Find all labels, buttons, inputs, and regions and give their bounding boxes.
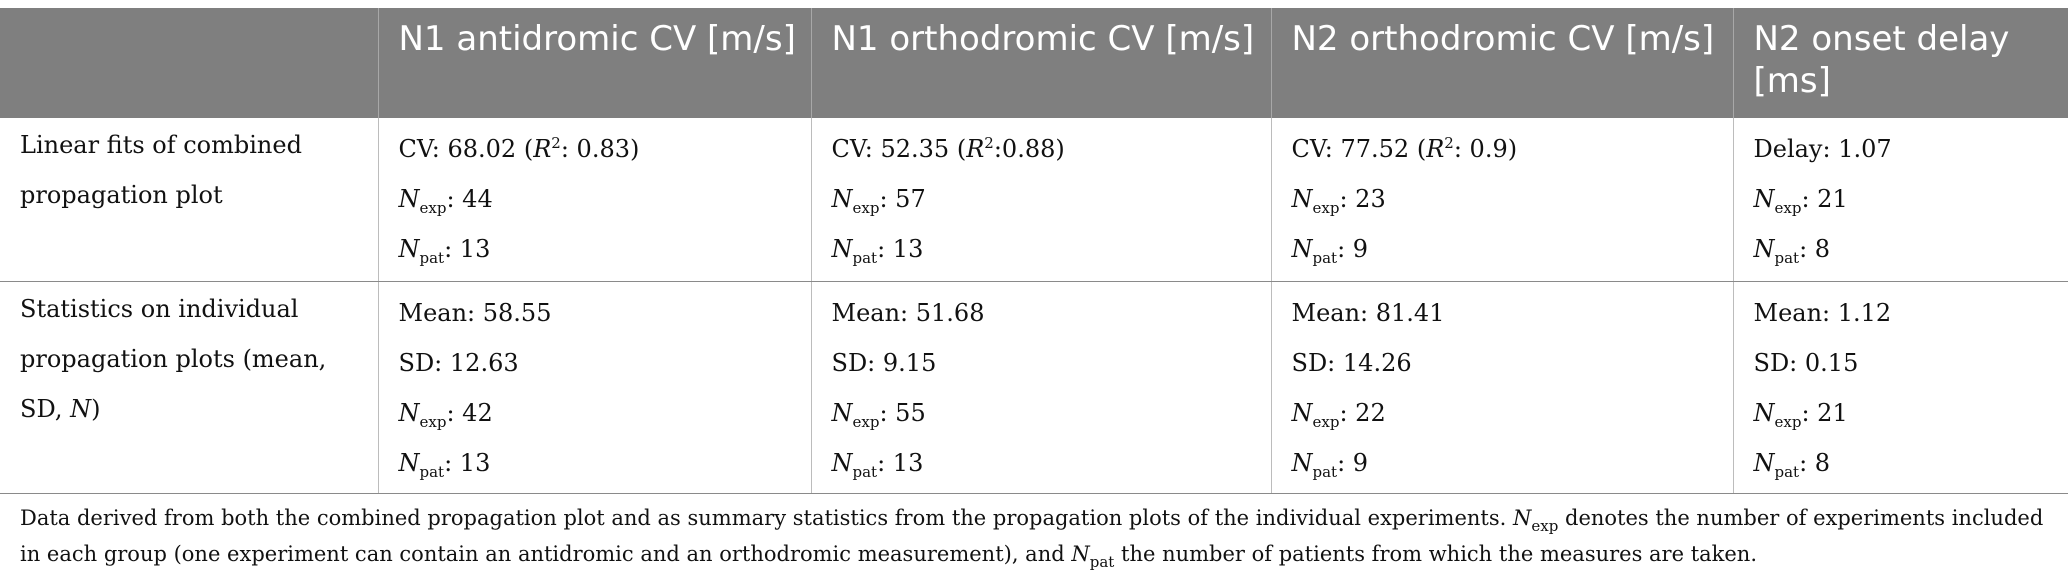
table-caption: Data derived from both the combined propagation plot and as summary statistics from the propagation plots of the individual experiments. $N_{exp}$ denotes the number of experiments included in each group (one experiment can contain an antidromic and an orthodromic measurement), and $N_{pat}$ the number of patients from which the measures are taken. xyxy=(20,506,2044,571)
row-label: Linear fits of combined propagation plot xyxy=(20,131,302,209)
mean-value: Mean: 58.55 xyxy=(398,298,552,327)
header-cell-empty xyxy=(0,8,378,118)
mean-value: Mean: 1.12 xyxy=(1753,298,1892,327)
cv-value: CV: 52.35 $(R^2:0.88)$ xyxy=(831,134,1065,163)
n-pat-value: $N_{pat}$: 8 xyxy=(1753,448,1831,481)
header-n2-onset-delay: N2 onset delay [ms] xyxy=(1733,8,2068,118)
n-exp-value: $N_{exp}$: 21 xyxy=(1753,398,1848,431)
table-cell xyxy=(378,118,811,281)
table-row-statistics xyxy=(0,281,2068,493)
n-pat-value: $N_{pat}$: 13 xyxy=(398,448,491,481)
n-pat-value: $N_{pat}$: 8 xyxy=(1753,235,1831,267)
n-exp-value: $N_{exp}$: 23 xyxy=(1291,185,1386,217)
row-label-cell xyxy=(0,281,378,493)
n-exp-value: $N_{exp}$: 42 xyxy=(398,398,493,431)
n-exp-value: $N_{exp}$: 22 xyxy=(1291,398,1386,431)
cv-value: CV: 68.02 ($R^2$: 0.83) xyxy=(398,134,640,163)
n-pat-value: $N_{pat}$: 9 xyxy=(1291,235,1369,267)
n-exp-value: $N_{exp}$: 55 xyxy=(831,398,926,431)
sd-value: SD: 0.15 xyxy=(1753,348,1859,377)
n-pat-value: $N_{pat}$: 9 xyxy=(1291,448,1369,481)
table-cell xyxy=(1733,281,2068,493)
sd-value: SD: 14.26 xyxy=(1291,348,1412,377)
header-n2-orthodromic-cv: N2 orthodromic CV [m/s] xyxy=(1271,8,1733,118)
n-exp-value: $N_{exp}$: 57 xyxy=(831,185,926,217)
cv-value: CV: 77.52 ($R^2$: 0.9) xyxy=(1291,134,1518,163)
table-row-linear-fits xyxy=(0,118,2068,281)
table-cell xyxy=(1271,118,1733,281)
sd-value: SD: 12.63 xyxy=(398,348,519,377)
n-pat-value: $N_{pat}$: 13 xyxy=(831,448,924,481)
table-cell xyxy=(378,281,811,493)
header-n1-orthodromic-cv: N1 orthodromic CV [m/s] xyxy=(811,8,1271,118)
header-n1-antidromic-cv: N1 antidromic CV [m/s] xyxy=(378,8,811,118)
sd-value: SD: 9.15 xyxy=(831,348,937,377)
mean-value: Mean: 81.41 xyxy=(1291,298,1445,327)
row-label-cell xyxy=(0,118,378,281)
table-cell xyxy=(1271,281,1733,493)
table-cell xyxy=(1733,118,2068,281)
mean-value: Mean: 51.68 xyxy=(831,298,985,327)
delay-value: Delay: 1.07 xyxy=(1753,135,1892,163)
results-table xyxy=(0,8,2068,494)
n-pat-value: $N_{pat}$: 13 xyxy=(398,235,491,267)
table-cell xyxy=(811,281,1271,493)
table-cell xyxy=(811,118,1271,281)
row-label: Statistics on individual propagation plots (mean, SD, N) xyxy=(20,294,327,423)
n-exp-value: $N_{exp}$: 21 xyxy=(1753,185,1848,217)
header-row xyxy=(0,8,2068,118)
n-exp-value: $N_{exp}$: 44 xyxy=(398,185,493,217)
n-pat-value: $N_{pat}$: 13 xyxy=(831,235,924,267)
